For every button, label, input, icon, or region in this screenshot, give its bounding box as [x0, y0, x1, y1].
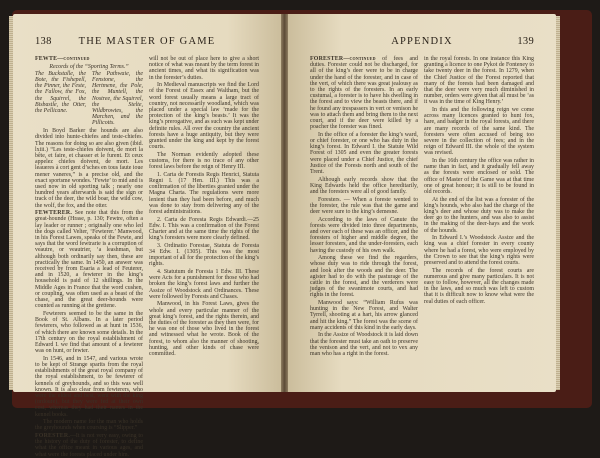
left-column-1 [35, 56, 143, 458]
left-page [13, 14, 281, 458]
paragraph: —It is not very easy, owing to the history of the duty of forester, to define what the office meant in various ages, and what were the forests placed under him. [35, 432, 143, 458]
paragraph: The Norman evidently adopted these customs, for there is no trace of any other forest laws before the reign of Henry III. [149, 151, 259, 171]
paragraph: In the 16th century the office was rather in name than in fact, and it gradually fell away as the forests were enclosed or sold. The office of Master of the Game was at that time one of great honour; it is still to be found in old records. [424, 158, 534, 196]
paragraph: 1. Carta de Forestis Regis Henrici, Statuta Regni I. (17 Hen. III.) This was a confirmation of the liberties granted under the Magna Charta. The regulations were more lenient than they had been before, and much was done to stay from delivering any of the forest administrations. [149, 171, 259, 216]
verse-right: The Pathwaie, the Fenstone, the Hertmene, the Pole, the Muntell, the Nostree, the Squirrel, the Stelte, Wildbrowtes, the Marchen, and the Pillicotts. [92, 70, 143, 127]
entry-heading: FORESTER—continued [310, 56, 376, 62]
entry-subheading: Records of the “Sporting Terms.” [49, 63, 129, 70]
paragraph: The records of the forest courts are numerous and give many particulars. It is not easy to follow, however, all the changes made in the laws, and so much was left to custom that it is difficult now to know what were the real duties of each officer. [424, 267, 534, 305]
paragraph: Manwood, in his Forest Laws, gives the whole and every particular manner of the great king’s forest, and the rights therein, and the duties of the forester as they then were, for he was one of those who lived in the forest and witnessed what he wrote. Book of the forest, to whom also the manner of shooting, hunting, and other kinds of chase were committed. [149, 301, 259, 358]
paragraph: The modern name for the man who holds the greyhounds when coursing is “Slipper.” [35, 419, 143, 432]
paragraph: will not be out of place here to give a short notice of what was meant by the term forest in ancient times, and what its signification was in the forester’s duties. [149, 56, 259, 81]
paragraph: Fewterers seemed to be the same in the Book of St. Albans. In a later period fewterers, who followed as at hunt in 1536, of which there are known some details. In the 17th century on the royal establishment of Edward I. we find that amount of a fewterer was on hunt, or fewter. [35, 310, 143, 355]
right-page-header [310, 36, 534, 50]
running-head: THE MASTER OF GAME [78, 36, 216, 47]
paragraph: Foresters. — When a foreste wented to the forester, the rule was that the game and deer were sure to the king’s demesne. [310, 196, 418, 216]
paragraph: in the royal forests. In one instance this King granting a licence to one Pykot de Fonteney to take twenty deer in the forest. In 1279, when the Chief Justice of the Forest reported that many of the forests had been damaged and that the deer were very much diminished in number, orders were given that all must be ‘as it was in the time of King Henry.’ [424, 56, 534, 106]
paragraph: 2. Carta de Foresta Regis Edwardi.—25 Edw. I. This was a confirmation of the Forest Charter and at the same time the rights of the king’s foresters were more clearly defined. [149, 216, 259, 242]
paragraph: In the office of a forester the king’s ward, or chief forester, or one who has duty in the king’s forest. In Edward I. the Statute Wild Forest of 1305 and even the greater forests were placed under a Chief Justice, the chief Justice of the Forests north and south of the Trent. [310, 131, 418, 176]
verse-block [35, 71, 143, 127]
page-number: 138 [35, 36, 52, 47]
entry-heading: FORESTER. [35, 432, 71, 439]
left-column-2 [149, 56, 259, 386]
paragraph: In Edward I.’s Woodstock Assize and the king was a chief forester in every county where he had a forest, who were employed by the Crown to see that the king’s rights were preserved and to attend the forest courts. [424, 235, 534, 267]
paragraph: In 1546, and in 1547, and various wrote to be kept of Strange sparits from the royal establishments of the great royal company of the royal establishment, to be fewterer of kennels of greyhounds, and so this was well known. It is also clear from fewterers, who were the eldest and best, went with the king (ordoure), but they were fed at their own cost, whereas they had their names in the kennel books. [35, 355, 143, 418]
entry-heading: FEWTE—continued [35, 56, 90, 62]
page-number: 139 [517, 36, 534, 47]
paragraph: According to the laws of Canute the forests were divided into three departments, and over each of these was an officer, and the foresters of higher and middle degree, the lesser foresters, and the under-foresters, each having the custody of his own walk. [310, 216, 418, 254]
right-page-edge [556, 16, 560, 390]
right-page [288, 14, 556, 392]
right-column-1 [310, 56, 418, 386]
book-gutter [281, 14, 288, 392]
right-column-2 [424, 56, 534, 386]
running-head: APPENDIX [391, 36, 453, 47]
paragraph: In Medieval manuscripts we find the Lord of the Forest of Essex and Waltham, but the word forest usually means a large tract of country, not necessarily woodland, which was placed under a special law ‘made for the protection of the king’s beasts.’ It was the king’s prerogative, and as such was kept under definite rules. All over the country the ancient forests have a huge antiquity, but they were granted under the king and kept by the forest courts. [149, 82, 259, 151]
paragraph: In this and the following reign we come across many licences granted to hunt fox, hare, and badger in the royal forests, and there are many records of the same kind. The foresters were often accused of being too severe in the collection of fees; and in the reign of Edward III. the whole of the system was revised. [424, 107, 534, 157]
paragraph: 4. Statutum de Foresta 1 Edw. III. These were Acts for a punishment for those who had broken the king’s forest laws and further the Assize of Woodstock and Ordinances. These were followed by Forests and Chases. [149, 269, 259, 300]
paragraph: Among these we find the regarders, whose duty was to ride through the forest, and look after the woods and the deer. The agister had to do with the pasturage of the cattle in the forest, and the verderers were judges of the swanimote courts, and had rights in the forest. [310, 255, 418, 299]
paragraph: At the end of the list was a forester of the king’s hounds, who also had the charge of the king’s deer and whose duty was to make the deer go to the hunters, and was also to assist in the making of the deer-hays and the work of the hounds. [424, 196, 534, 234]
paragraph: In Boyd Barker the hounds are also divided into hunte-chiefes and teste-chiefes. The reasons for doing so are also given (ibid. lxiii.) “Les teste-chiefes doivent, de mort la bête, et faire, et chasser et le furent. Et ceux appelez chiefes doivent, de mort. Les leaueres à cort gent d’sches en tous faute ioue mener vaneres,” is a precise old, and the exact sportsme wondes. ‘Fewte’ to mid and is used now in old sporting talk ; nearly one hundred years afterwards is said the sign or track of the deer, the wild boar, the wild cow, the wolf, the fox, and the otter. [35, 128, 143, 209]
paragraph: In the Assize of Woodstock it is laid down that the forester must take an oath to preserve the venison and the vert, and not to vex any man who has a right in the forest. [310, 332, 418, 358]
verse-left: The Buckstalle, the Bote, the Fishepell, the Pinner, the Feste, the Fallow, the Fox, the Squirrel, the Bisbastle, the Otter, the Pellicane. [35, 70, 86, 115]
paragraph: See note that this from the great-hounde (Hrase, p. 130; Fewtre, often a lay leader or runner ; originally one who led the dogs called Velter, ‘Fewterer.’ Manwood, in his Forest Lawes, speaks of the Fewte, and says that the word fewtrarie is a corruption of veautre, or veautrier, ‘a leashman, but although both ordinarily say then, these are practically the same. In 1450, an answer was received by from Esaria a lead of Feuterer, and in 1520, a fewterer in the king’s household is paid of 12 shillings. In the Middle Ages in France that the word cushen, or coupling, was often used as a beast of the chase, and the great deer-hounds were counted as running at the grettene. [35, 210, 143, 310]
left-page-header [35, 36, 259, 50]
entry-heading: FEWTERER. [35, 210, 72, 217]
paragraph: 3. Ordinatio Forestae, Statuta de Foresta 34 Edw. I. (1305). This was the most important of all for the protection of the king’s rights. [149, 242, 259, 268]
paragraph: Although early records show that the King Edwards held the office hereditarily, and the foresters were all of good family. [310, 176, 418, 196]
paragraph: of fees and duties. Forester could not be discharged, for all of the king’s deer were to be in charge under the hand of the forester, and in case of the vert, of which there was great jealousy as to the rights of the foresters. In an early custumal, a forester is to have his dwelling in the forest and to view the beasts there, and if he found any trespassers in vert or venison he was to attach them and bring them to the next court, and if the deer were killed by a poacher the forester was fined. [310, 56, 418, 131]
paragraph: Manwood says: “William Rufus was hunting in the New Forest, and Walter Tyrrell, shooting at a hart, his arrow glanced and hit the king.” The forest was the scene of many accidents of this kind in the early days. [310, 300, 418, 331]
